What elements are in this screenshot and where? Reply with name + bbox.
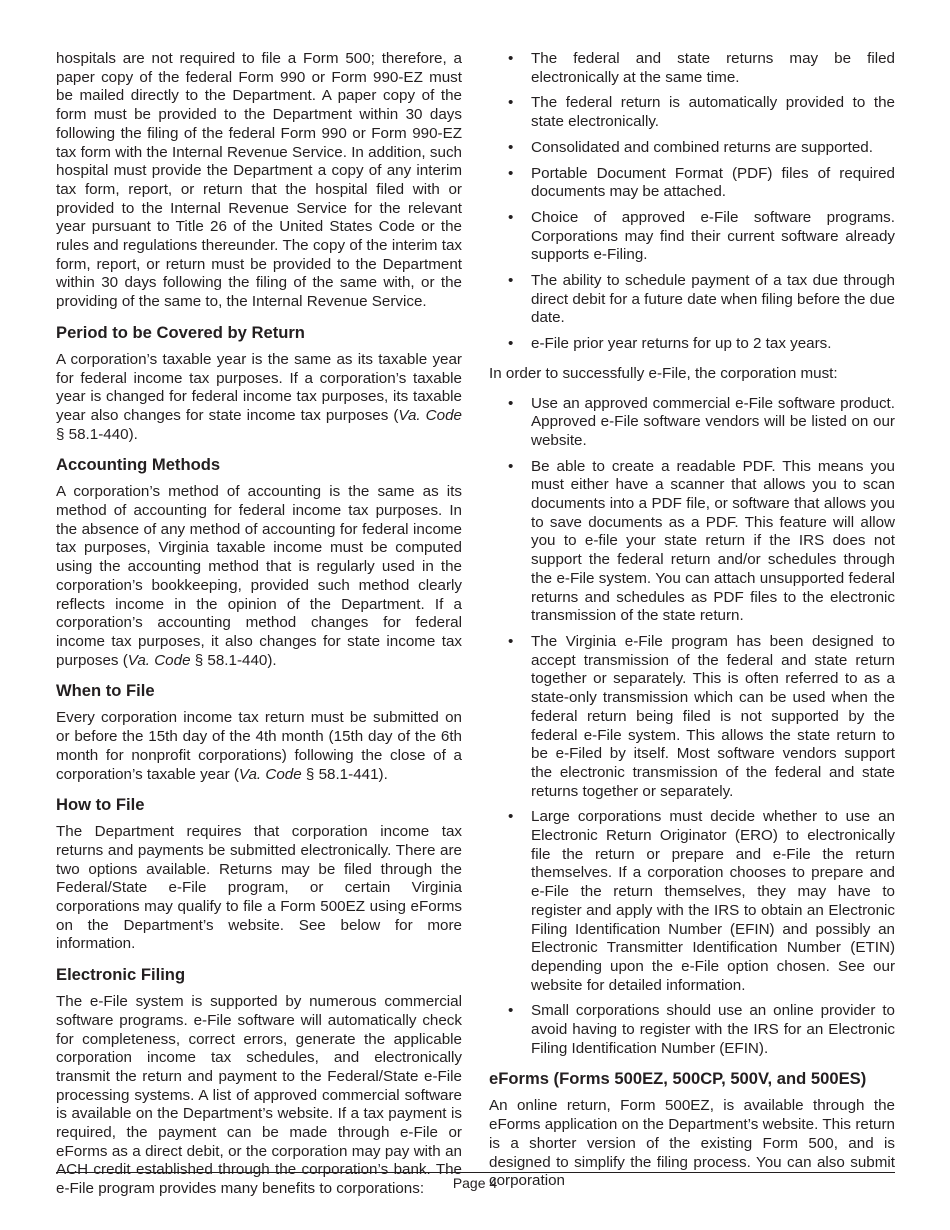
list-item: • The federal return is automatically provided to the state electronically. [508, 94, 895, 131]
accounting-paragraph: A corporation’s method of accounting is the same as its method of accounting for federal income tax purposes. In the absence of any method of accounting for federal income tax purposes, Virginia taxable income must be computed using the accounting method that is regularly used in the corporation’s bookkeeping, provided such method clearly reflects income in the opinion of the Department. If a corporation’s accounting method changes for federal income tax purposes, it also changes for state income tax purposes (Va. Code § 58.1-440). [56, 483, 462, 669]
eforms-heading: eForms (Forms 500EZ, 500CP, 500V, and 500ES) [489, 1069, 867, 1089]
bullet-icon: • [508, 457, 514, 475]
footer-divider [56, 1172, 895, 1173]
how-heading: How to File [56, 795, 145, 815]
bullet-icon: • [508, 1002, 514, 1020]
bullet-icon: • [508, 394, 514, 412]
bullet-icon: • [508, 50, 514, 67]
list-item: • The Virginia e-File program has been designed to accept transmission of the federal and state return together or separately. This is often referred to as a state-only transmission which can be used when the federal return being filed is not supported by the federal e-File system. This allows the state return to be e-Filed by itself. Most software vendors support the electronic transmission of the federal and state returns together or separately. [508, 632, 895, 800]
list-item: • Small corporations should use an online provider to avoid having to register with the IRS for an Electronic Filing Identification Number (EFIN). [508, 1002, 895, 1057]
list-item: • Consolidated and combined returns are supported. [508, 138, 873, 156]
requirements-list [489, 395, 895, 1059]
right-column [489, 50, 895, 1202]
list-item: • e-File prior year returns for up to 2 tax years. [508, 335, 832, 353]
citation: Va. Code [127, 651, 191, 669]
bullet-icon: • [508, 808, 514, 826]
when-heading: When to File [56, 681, 155, 701]
list-item: • Choice of approved e-File software programs. Corporations may find their current software already supports e-Filing. [508, 208, 895, 264]
list-item: • Portable Document Format (PDF) files of required documents may be attached. [508, 164, 895, 201]
efiling-heading: Electronic Filing [56, 965, 186, 985]
page-number: Page 4 [452, 1175, 498, 1191]
period-heading: Period to be Covered by Return [56, 322, 305, 342]
left-column [56, 50, 462, 1210]
list-item: • Large corporations must decide whether to use an Electronic Return Originator (ERO) to electronically file the return or prepare and e-File the return themselves. If a corporation chooses to prepare and e-File the return themselves, they may have to register and apply with the IRS to obtain an Electronic Filing Identification Number (EFIN) and possibly an Electronic Transmitter Identification Number (ETIN) depending upon the e-File option chosen. See our website for detailed information. [508, 808, 895, 994]
bullet-icon: • [508, 335, 514, 353]
efiling-paragraph: The e-File system is supported by numerous commercial software programs. e-File software will automatically check for completeness, correct errors, generate the applicable corporation income tax schedules, and electronically transmit the return and payment to the Federal/State e-File processing systems. A list of approved commercial software is available on the Department’s website. If a tax payment is required, the payment can be made through e-File or eForms as a direct debit, or the corporation may pay with an ACH credit established through the corporation’s bank. The e-File program provides many benefits to corporations: [56, 993, 462, 1198]
bullet-icon: • [508, 272, 514, 290]
list-item: • Be able to create a readable PDF. This means you must either have a scanner that allows you to scan documents into a PDF file, or software that allows you to save documents as a PDF. This feature will allow you to e-file your state return if the IRS does not support the federal return and/or schedules through the e-File system. You can attach unsupported federal returns and schedules as PDF files to the electronic transmission of the state return. [508, 457, 895, 625]
eforms-paragraph: An online return, Form 500EZ, is available through the eForms application on the Department’s website. This return is a shorter version of the existing Form 500, and is designed to simplify the filing process. You can also submit corporation [489, 1097, 895, 1190]
list-item: • The federal and state returns may be filed electronically at the same time. [508, 50, 895, 86]
when-paragraph: Every corporation income tax return must be submitted on or before the 15th day of the 4th month (15th day of the 6th month for nonprofit corporations) following the close of a corporation’s taxable year (Va. Code § 58.1-441). [56, 709, 462, 783]
bullet-icon: • [508, 138, 514, 156]
list-item: • The ability to schedule payment of a tax due through direct debit for a future date when filing before the due date. [508, 272, 895, 327]
bullet-icon: • [508, 164, 514, 182]
citation: Va. Code [238, 765, 302, 783]
list-item: • Use an approved commercial e-File software product. Approved e-File software vendors will be listed on our website. [508, 394, 895, 449]
accounting-heading: Accounting Methods [56, 455, 221, 475]
bullet-icon: • [508, 208, 514, 226]
citation: Va. Code [398, 406, 462, 424]
period-paragraph: A corporation’s taxable year is the same as its taxable year for federal income tax purposes. If a corporation’s taxable year is changed for federal income tax purposes, its taxable year also changes for state income tax purposes (Va. Code § 58.1-440). [56, 350, 462, 443]
bullet-icon: • [508, 632, 514, 650]
benefits-list [489, 50, 895, 354]
bullet-icon: • [508, 94, 514, 112]
intro-paragraph: hospitals are not required to file a Form 500; therefore, a paper copy of the federal Form 990 or Form 990-EZ must be mailed directly to the Department. A paper copy of the form must be provided to the Department within 30 days following the filing of the federal Form 990 or Form 990-EZ tax form with the Internal Revenue Service. In addition, such hospital must provide the Department a copy of any interim tax form, report, or return that the hospital filed with or provided to the Internal Revenue Service for the relevant year pursuant to Title 26 of the United States Code or the rules and regulations thereunder. The copy of the interim tax form, report, or return must be provided to the Department within 30 days following the filing of the same with, or the providing of the same to, the Internal Revenue Service. [56, 50, 462, 311]
requirements-intro: In order to successfully e-File, the corporation must: [489, 364, 838, 382]
how-paragraph: The Department requires that corporation income tax returns and payments be submitted electronically. There are two options available. Returns may be filed through the Federal/State e-File program, or certain Virginia corporations may qualify to file a Form 500EZ using eForms on the Department’s website. See below for more information. [56, 823, 462, 953]
